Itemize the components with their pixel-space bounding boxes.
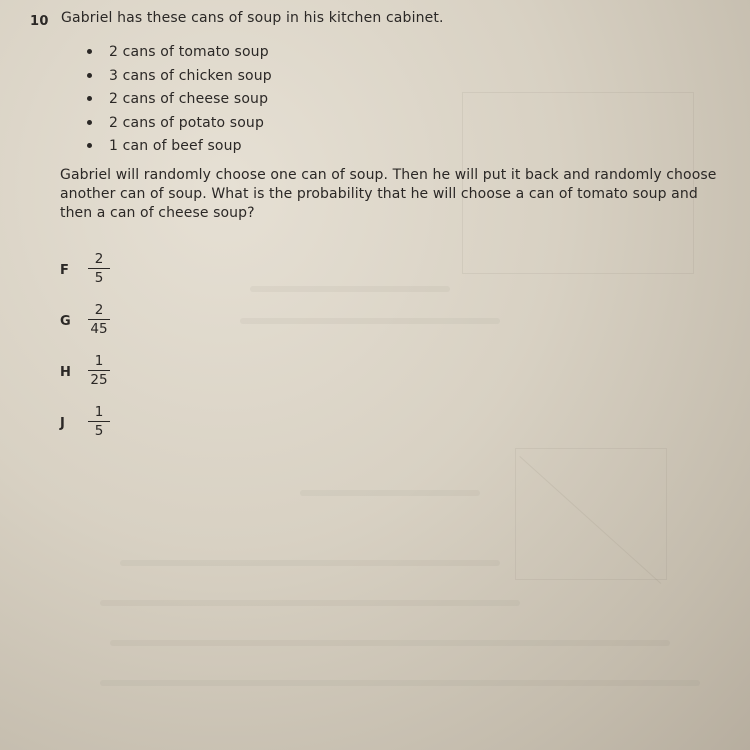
bleed-through-line <box>100 600 520 606</box>
fraction-bar <box>88 319 110 320</box>
question-stem: Gabriel has these cans of soup in his kitchen cabinet. <box>61 10 444 26</box>
question-number: 10 <box>30 14 49 29</box>
fraction-denominator: 5 <box>94 270 104 287</box>
question-prompt: Gabriel will randomly choose one can of soup. Then he will put it back and randomly choose another can of soup. What is the probability that he will choose a can of tomato soup and then a can of cheese soup? <box>60 167 717 222</box>
bleed-through-line <box>120 560 500 566</box>
fraction <box>86 404 112 439</box>
list-item-text: 2 cans of tomato soup <box>109 44 269 60</box>
list-item-text: 3 cans of chicken soup <box>109 67 272 84</box>
list-item-text: 2 cans of potato soup <box>109 114 264 131</box>
bleed-through-line <box>240 318 500 324</box>
list-item <box>84 137 272 161</box>
list-item <box>84 90 272 114</box>
bleed-through-line <box>100 680 700 686</box>
list-item <box>84 43 272 67</box>
bullet-icon <box>87 73 92 78</box>
choice-letter: H <box>60 365 71 380</box>
fraction-bar <box>88 421 110 422</box>
bullet-icon <box>87 120 92 125</box>
list-item <box>84 67 272 91</box>
list-item-text: 2 cans of cheese soup <box>109 91 269 108</box>
fraction-numerator: 2 <box>94 302 104 318</box>
fraction <box>86 302 112 337</box>
bleed-through-line <box>110 640 670 646</box>
choice-letter: F <box>60 263 69 278</box>
fraction-denominator: 25 <box>90 372 108 389</box>
bullet-icon <box>87 143 92 148</box>
bullet-icon <box>87 49 92 54</box>
fraction <box>86 251 112 286</box>
fraction-numerator: 1 <box>94 353 104 369</box>
fraction-denominator: 5 <box>94 423 104 440</box>
choice-letter: J <box>60 416 65 431</box>
soup-list <box>84 43 272 161</box>
bleed-through-line <box>250 286 450 292</box>
fraction-denominator: 45 <box>90 321 108 338</box>
bleed-through-line <box>300 490 480 496</box>
fraction-bar <box>88 268 110 269</box>
bleed-through-graph <box>515 448 667 580</box>
fraction-bar <box>88 370 110 371</box>
fraction <box>86 353 112 388</box>
bullet-icon <box>87 96 92 101</box>
fraction-numerator: 1 <box>94 404 104 420</box>
choice-letter: G <box>60 314 71 329</box>
list-item <box>84 114 272 138</box>
fraction-numerator: 2 <box>94 251 104 267</box>
list-item-text: 1 can of beef soup <box>109 138 242 155</box>
